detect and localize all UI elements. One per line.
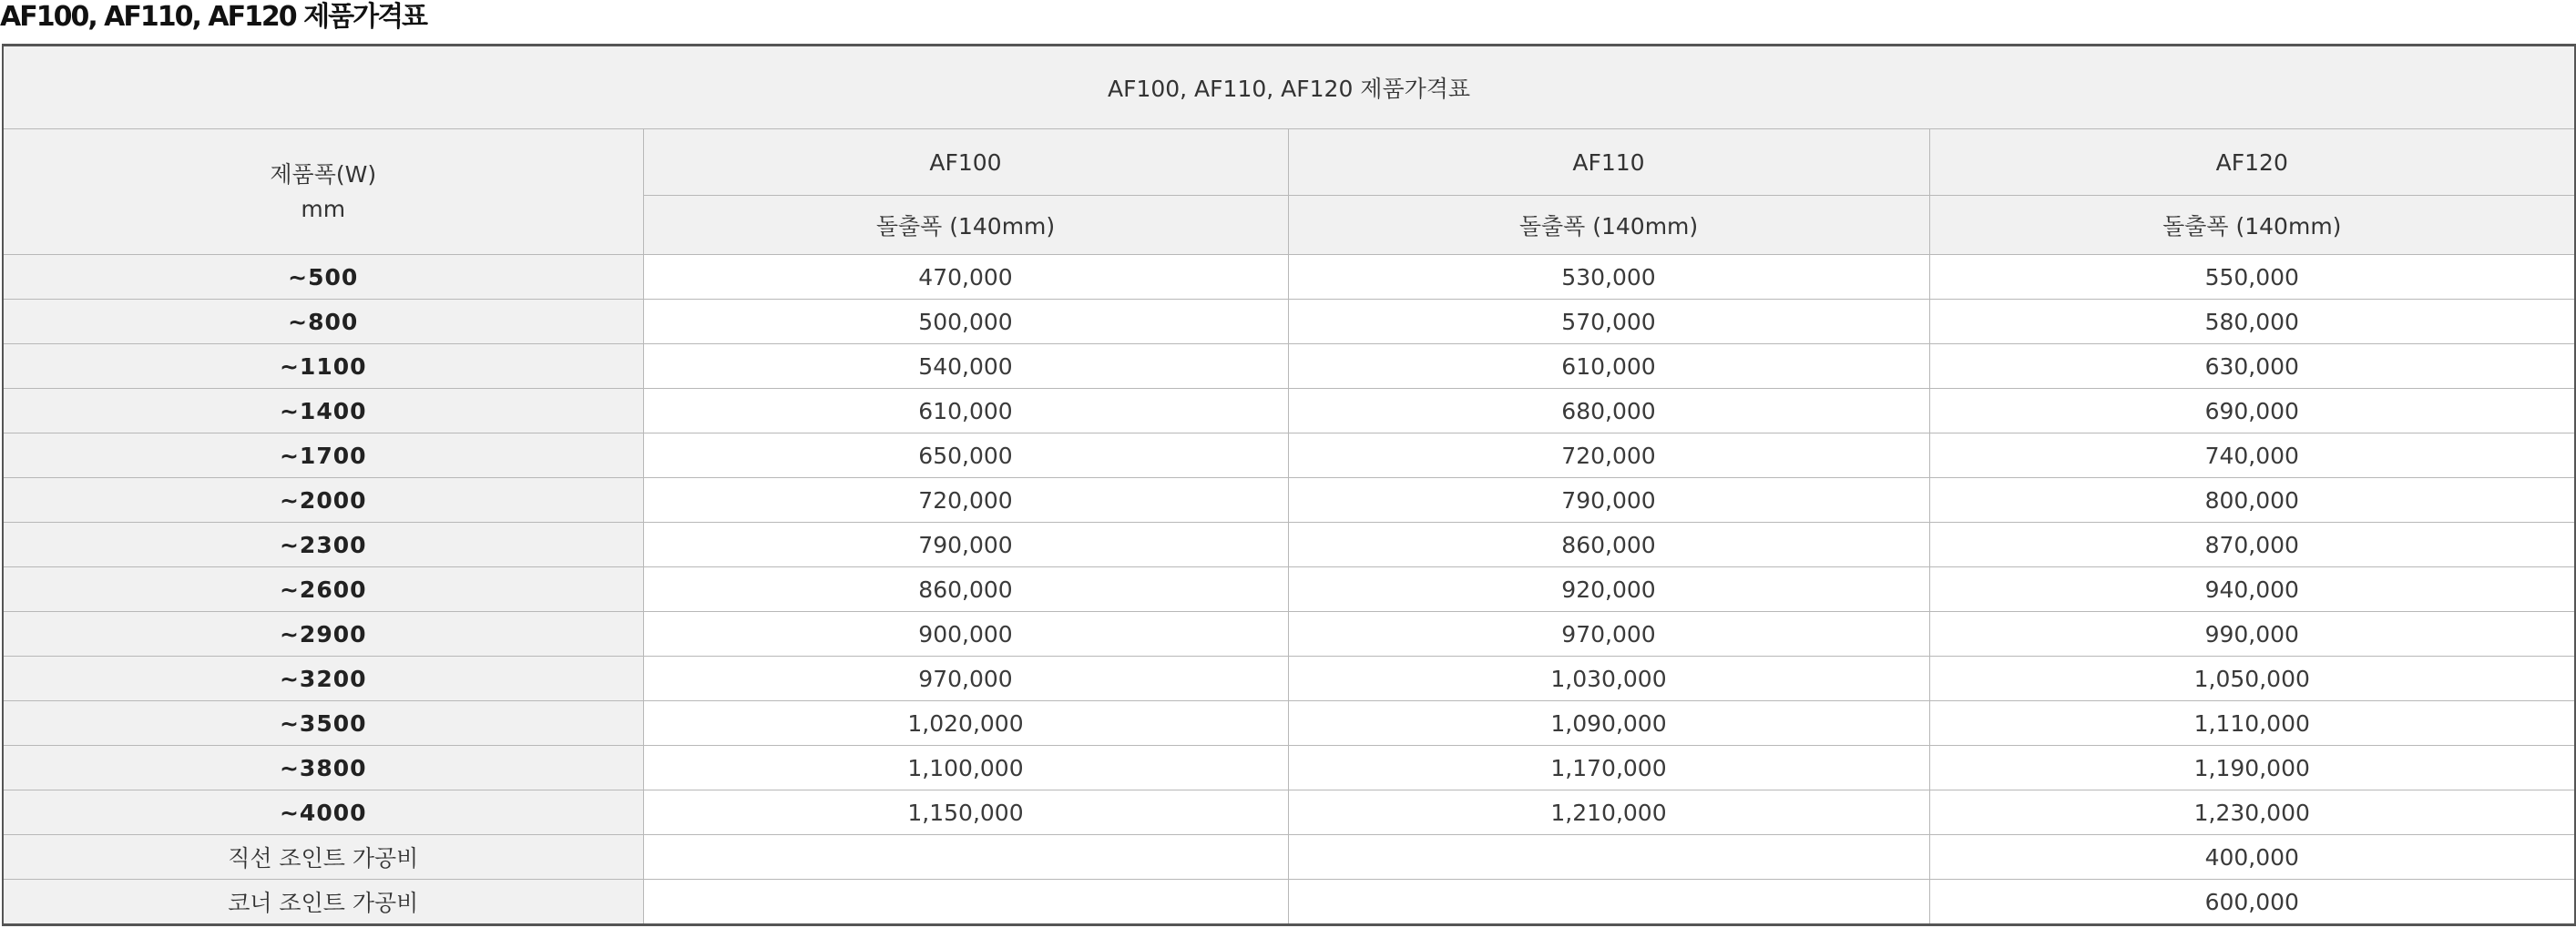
price-cell-af100: 860,000 (643, 567, 1288, 612)
protrusion-header-af110: 돌출폭 (140mm) (1288, 196, 1929, 255)
price-cell-af100: 610,000 (643, 389, 1288, 433)
page-title: AF100, AF110, AF120 제품가격표 (0, 1, 427, 33)
price-table-body (3, 255, 2575, 925)
price-cell-af120: 1,110,000 (1929, 701, 2575, 746)
price-cell-af120: 740,000 (1929, 433, 2575, 478)
price-cell-af110: 680,000 (1288, 389, 1929, 433)
price-cell-af120: 690,000 (1929, 389, 2575, 433)
width-cell: ~2600 (3, 567, 643, 612)
price-cell-af120: 1,190,000 (1929, 746, 2575, 790)
table-row (3, 790, 2575, 835)
table-row (3, 478, 2575, 523)
width-cell: ~1400 (3, 389, 643, 433)
price-cell-af110: 790,000 (1288, 478, 1929, 523)
width-cell: ~3500 (3, 701, 643, 746)
width-cell: ~1100 (3, 344, 643, 389)
price-cell-af110: 570,000 (1288, 300, 1929, 344)
price-cell-af120: 400,000 (1929, 835, 2575, 880)
table-row (3, 657, 2575, 701)
width-cell: ~3800 (3, 746, 643, 790)
price-cell-af100: 470,000 (643, 255, 1288, 300)
price-cell-af100: 1,100,000 (643, 746, 1288, 790)
table-row (3, 701, 2575, 746)
width-cell: ~2900 (3, 612, 643, 657)
price-cell-af100: 1,020,000 (643, 701, 1288, 746)
product-width-header (3, 129, 643, 255)
width-cell: ~1700 (3, 433, 643, 478)
price-cell-af110: 530,000 (1288, 255, 1929, 300)
protrusion-header-af120: 돌출폭 (140mm) (1929, 196, 2575, 255)
protrusion-header-af100: 돌출폭 (140mm) (643, 196, 1288, 255)
price-cell-af100: 1,150,000 (643, 790, 1288, 835)
price-cell-af100 (643, 835, 1288, 880)
price-cell-af110: 1,030,000 (1288, 657, 1929, 701)
price-cell-af120: 600,000 (1929, 880, 2575, 925)
price-cell-af100: 540,000 (643, 344, 1288, 389)
price-cell-af120: 580,000 (1929, 300, 2575, 344)
table-row (3, 567, 2575, 612)
table-row (3, 835, 2575, 880)
table-row (3, 255, 2575, 300)
price-cell-af120: 550,000 (1929, 255, 2575, 300)
model-header-af100: AF100 (643, 129, 1288, 196)
price-cell-af120: 870,000 (1929, 523, 2575, 567)
width-cell: ~500 (3, 255, 643, 300)
price-cell-af120: 990,000 (1929, 612, 2575, 657)
width-cell: ~800 (3, 300, 643, 344)
price-cell-af100: 720,000 (643, 478, 1288, 523)
product-width-label: 제품폭(W) (270, 160, 377, 188)
price-cell-af100: 790,000 (643, 523, 1288, 567)
width-cell: ~3200 (3, 657, 643, 701)
width-cell: ~4000 (3, 790, 643, 835)
model-header-af120: AF120 (1929, 129, 2575, 196)
price-cell-af110: 1,090,000 (1288, 701, 1929, 746)
price-cell-af110: 970,000 (1288, 612, 1929, 657)
product-width-unit: mm (301, 195, 346, 222)
table-row (3, 433, 2575, 478)
price-cell-af120: 940,000 (1929, 567, 2575, 612)
table-row (3, 344, 2575, 389)
model-header-af110: AF110 (1288, 129, 1929, 196)
price-cell-af110: 920,000 (1288, 567, 1929, 612)
price-cell-af110: 1,210,000 (1288, 790, 1929, 835)
table-row (3, 300, 2575, 344)
price-cell-af120: 1,050,000 (1929, 657, 2575, 701)
width-cell: ~2000 (3, 478, 643, 523)
price-cell-af120: 800,000 (1929, 478, 2575, 523)
price-cell-af110: 720,000 (1288, 433, 1929, 478)
price-cell-af100: 650,000 (643, 433, 1288, 478)
processing-fee-label: 직선 조인트 가공비 (3, 835, 643, 880)
price-cell-af100: 500,000 (643, 300, 1288, 344)
price-cell-af120: 630,000 (1929, 344, 2575, 389)
price-cell-af110: 610,000 (1288, 344, 1929, 389)
price-cell-af110: 1,170,000 (1288, 746, 1929, 790)
width-cell: ~2300 (3, 523, 643, 567)
table-row (3, 389, 2575, 433)
table-row (3, 746, 2575, 790)
price-cell-af100: 970,000 (643, 657, 1288, 701)
table-row (3, 880, 2575, 925)
price-cell-af120: 1,230,000 (1929, 790, 2575, 835)
price-cell-af100 (643, 880, 1288, 925)
processing-fee-label: 코너 조인트 가공비 (3, 880, 643, 925)
price-cell-af100: 900,000 (643, 612, 1288, 657)
table-caption: AF100, AF110, AF120 제품가격표 (3, 46, 2575, 129)
price-cell-af110: 860,000 (1288, 523, 1929, 567)
table-row (3, 523, 2575, 567)
price-cell-af110 (1288, 835, 1929, 880)
price-table (2, 44, 2576, 926)
price-cell-af110 (1288, 880, 1929, 925)
table-row (3, 612, 2575, 657)
